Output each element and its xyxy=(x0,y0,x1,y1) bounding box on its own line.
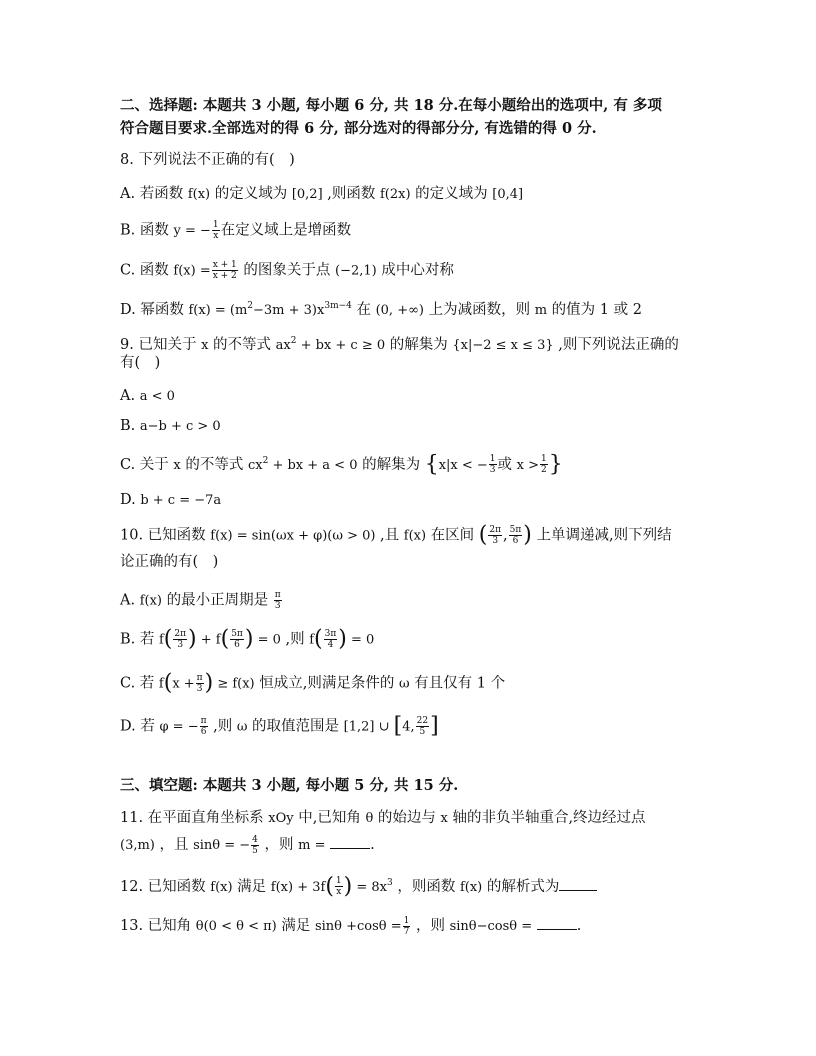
math: f(x) xyxy=(187,187,211,202)
fraction xyxy=(230,629,244,650)
fraction xyxy=(540,454,548,475)
text: D. 幂函数 xyxy=(120,301,189,318)
math: 4, xyxy=(402,719,415,735)
math: ax xyxy=(275,337,291,353)
fraction xyxy=(212,220,220,241)
left-paren: ( xyxy=(314,626,323,652)
q9-option-c xyxy=(120,451,563,476)
left-brace: { xyxy=(424,451,439,477)
math: x xyxy=(201,337,209,353)
math: ω xyxy=(236,719,248,735)
fraction xyxy=(274,590,282,611)
text: ,且 xyxy=(375,527,404,544)
math: φ = − xyxy=(159,719,199,735)
denominator: x xyxy=(336,887,342,898)
math: ≥ f(x) xyxy=(213,676,255,692)
text: 成中心对称 xyxy=(376,262,454,279)
math: [0,2] xyxy=(291,187,323,202)
text: C. 函数 xyxy=(120,262,174,279)
math: = 0 xyxy=(346,632,375,648)
numerator: 5π xyxy=(509,525,522,535)
text: 上为减函数，则 xyxy=(424,301,535,318)
answer-blank[interactable] xyxy=(537,915,577,930)
math: xOy xyxy=(268,811,294,826)
math: (0, +∞) xyxy=(375,302,424,318)
right-brace: } xyxy=(548,451,563,477)
left-paren: ( xyxy=(478,522,488,548)
text: 的解集为 xyxy=(357,456,425,473)
denominator: 3 xyxy=(274,601,281,611)
superscript: 2 xyxy=(247,301,254,311)
text: 的不等式 xyxy=(208,336,276,353)
right-paren: ) xyxy=(204,670,214,696)
numerator: 5π xyxy=(231,629,243,639)
text: ，则 xyxy=(259,837,299,853)
q9-option-d xyxy=(120,490,221,511)
text: ，且 xyxy=(154,837,194,853)
text: 满足 xyxy=(232,878,271,895)
fraction xyxy=(324,629,338,650)
math: sinθ−cosθ = xyxy=(449,919,533,934)
denominator: 3 xyxy=(177,640,184,650)
q10-option-a xyxy=(120,590,283,612)
q8-option-b xyxy=(120,220,351,242)
left-paren: ( xyxy=(163,670,173,696)
numerator: 3π xyxy=(324,629,337,639)
q8-option-c xyxy=(120,260,454,282)
right-paren: ) xyxy=(338,626,347,652)
math: x + xyxy=(172,676,195,692)
math: = 0 xyxy=(253,632,281,648)
text: ,则函数 xyxy=(322,186,380,202)
denominator: 2 xyxy=(541,465,547,476)
q9-option-a xyxy=(120,386,175,407)
numerator: π xyxy=(196,673,203,683)
denominator: 3 xyxy=(489,465,496,476)
text: C. 若 xyxy=(120,675,159,692)
fraction xyxy=(403,916,411,937)
math: sinθ = − xyxy=(193,838,251,853)
text: 的定义域为 xyxy=(210,186,292,202)
fraction xyxy=(200,716,208,737)
text: 9. 已知关于 xyxy=(120,336,202,353)
fraction xyxy=(251,835,259,856)
math: f(x) xyxy=(139,593,162,609)
superscript: 3 xyxy=(387,878,393,888)
text: 上单调递减,则下列结 xyxy=(531,527,672,544)
q8-option-d xyxy=(120,296,642,321)
q8-stem: 8. 下列说法不正确的有( ) xyxy=(120,152,295,168)
math: b + c = −7a xyxy=(140,493,222,508)
math: a−b + c > 0 xyxy=(139,419,221,434)
superscript: 2 xyxy=(262,456,269,466)
q8-option-a xyxy=(120,184,523,205)
math: x xyxy=(173,457,181,473)
text: 在 xyxy=(351,301,376,318)
text: B. 函数 xyxy=(120,222,174,239)
math: cx xyxy=(247,457,263,473)
math: f(x) + 3f xyxy=(270,879,326,895)
numerator: 1 xyxy=(489,454,496,465)
math: f(x) = xyxy=(173,263,211,279)
q9-stem-line1 xyxy=(120,331,679,356)
section3-header: 三、填空题: 本题共 3 小题, 每小题 5 分, 共 15 分. xyxy=(120,777,459,794)
text: 10. 已知函数 xyxy=(120,527,211,544)
left-paren: ( xyxy=(163,626,173,652)
q10-option-d xyxy=(120,713,439,739)
text: ,则 xyxy=(208,718,237,735)
text: B. 若 xyxy=(120,631,159,648)
right-paren: ) xyxy=(188,626,197,652)
answer-blank[interactable] xyxy=(330,834,370,849)
denominator: x xyxy=(213,231,219,241)
math: f(x) = sin(ωx + φ)(ω > 0) xyxy=(210,528,376,544)
text: B. xyxy=(120,418,140,434)
left-paren: ( xyxy=(325,873,334,899)
numerator: π xyxy=(200,716,207,726)
text: 的解集为 xyxy=(385,336,453,353)
q10-option-b xyxy=(120,626,375,652)
text: 13. 已知角 xyxy=(120,918,196,934)
math: [0,4] xyxy=(492,187,524,202)
text: D. 若 xyxy=(120,718,160,735)
fraction xyxy=(488,525,502,546)
denominator: 5 xyxy=(419,727,426,737)
math: θ xyxy=(365,811,374,826)
section2-header-line1: 二、选择题: 本题共 3 小题, 每小题 6 分, 共 18 分.在每小题给出的选项中, 有 多项 xyxy=(120,97,662,114)
math: a < 0 xyxy=(139,389,175,404)
numerator: 4 xyxy=(252,834,258,845)
text: 的不等式 xyxy=(180,456,248,473)
numerator: 2π xyxy=(174,629,187,639)
fraction xyxy=(173,629,187,650)
right-bracket: ] xyxy=(430,713,439,739)
text: 12. 已知函数 xyxy=(120,878,211,895)
fraction xyxy=(212,260,238,281)
math: (−2,1) xyxy=(335,263,377,279)
numerator: 1 xyxy=(403,915,410,926)
fraction xyxy=(416,716,429,737)
text: 满足 xyxy=(276,918,315,934)
math: + bx + a < 0 xyxy=(268,457,358,473)
denominator: 6 xyxy=(200,727,207,737)
text: 11. 在平面直角坐标系 xyxy=(120,810,269,826)
q11-line2 xyxy=(120,834,375,856)
math: f(2x) xyxy=(379,187,411,202)
text: 有且仅有 1 个 xyxy=(409,675,506,692)
q9-option-b xyxy=(120,416,221,437)
math: sinθ +cosθ = xyxy=(314,919,402,934)
denominator: 3 xyxy=(492,536,499,546)
fraction xyxy=(509,525,523,546)
math: x xyxy=(440,811,448,826)
answer-blank[interactable] xyxy=(559,876,597,891)
denominator: 3 xyxy=(196,684,203,694)
text: 的取值范围是 xyxy=(247,718,344,735)
text: . xyxy=(370,837,375,853)
denominator: 4 xyxy=(327,640,334,650)
denominator: 6 xyxy=(512,536,519,546)
numerator: 1 xyxy=(541,454,547,465)
superscript: 3m−4 xyxy=(324,301,352,311)
q13-line xyxy=(120,915,581,937)
fraction xyxy=(489,454,497,475)
text: D. xyxy=(120,492,141,508)
right-paren: ) xyxy=(343,873,353,899)
text: 或 xyxy=(497,456,517,473)
math: θ(0 < θ < π) xyxy=(195,919,277,934)
numerator: 1 xyxy=(212,220,219,230)
fraction xyxy=(196,673,204,694)
q12-line xyxy=(120,873,597,898)
text: 的定义域为 xyxy=(410,186,493,202)
numerator: 2π xyxy=(489,525,502,535)
math: x|x < − xyxy=(438,457,488,473)
numerator: 22 xyxy=(416,716,429,726)
text: A. xyxy=(120,592,140,609)
denominator: 6 xyxy=(234,640,240,650)
text: 的始边与 xyxy=(373,810,441,826)
math: f(x) xyxy=(403,528,427,544)
math: f xyxy=(158,632,164,648)
fraction xyxy=(335,876,343,897)
math: f xyxy=(158,676,164,692)
math: [1,2] ∪ xyxy=(343,719,394,735)
q10-option-c xyxy=(120,670,506,696)
math: m = xyxy=(298,838,326,853)
math: x > xyxy=(516,457,539,473)
text: ,则 xyxy=(280,631,310,648)
math: {x|−2 ≤ x ≤ 3} xyxy=(452,337,554,353)
text: 中,已知角 xyxy=(293,810,366,826)
section2-header-line2: 符合题目要求.全部选对的得 6 分, 部分选对的得部分分, 有选错的得 0 分. xyxy=(120,120,597,137)
text: 轴的非负半轴重合,终边经过点 xyxy=(447,810,646,826)
q9-stem-line2: 有( ) xyxy=(120,355,161,371)
denominator: 5 xyxy=(252,845,258,856)
text: A. xyxy=(120,388,140,404)
math: m xyxy=(534,302,548,318)
text: ，则函数 xyxy=(392,878,460,895)
math: f xyxy=(309,632,315,648)
left-bracket: [ xyxy=(393,713,403,739)
denominator: 7 xyxy=(403,926,410,937)
superscript: 2 xyxy=(290,336,297,346)
math: −3m + 3)x xyxy=(253,302,325,318)
text: 的解析式为 xyxy=(482,878,560,895)
right-paren: ) xyxy=(244,626,254,652)
math: f(x) = (m xyxy=(188,302,248,318)
numerator: 1 xyxy=(335,876,342,887)
numerator: π xyxy=(274,590,281,600)
text: . xyxy=(576,918,582,934)
q10-stem-line1: 10. 已知函数 f(x) = sin(ωx + φ)(ω > 0) ,且 f(x) 在区间 ( $\frac{2\pi}{3}$ , $\frac{5\pi}{6}$ ) 上单调递减,则下列结 xyxy=(120,522,672,548)
numerator: x + 1 xyxy=(212,260,237,270)
q10-stem-line2: 论正确的有( ) xyxy=(120,554,219,570)
text: A. 若函数 xyxy=(120,186,188,202)
left-paren: ( xyxy=(220,626,230,652)
text: 的最小正周期是 xyxy=(162,592,273,609)
math: f(x) xyxy=(459,879,483,895)
right-paren: ) xyxy=(523,522,532,548)
text: ,则下列说法正确的 xyxy=(553,336,679,353)
math: f(x) xyxy=(210,879,233,895)
math: + f xyxy=(196,632,221,648)
math: (3,m) xyxy=(120,838,155,853)
text: 的值为 1 或 2 xyxy=(547,301,642,318)
math: y = − xyxy=(173,223,211,239)
math: + bx + c ≥ 0 xyxy=(296,337,386,353)
denominator: x + 2 xyxy=(212,271,237,281)
text: ，则 xyxy=(411,918,450,934)
math: = 8x xyxy=(352,879,388,895)
q11-line1 xyxy=(120,808,646,829)
text: 在定义域上是增函数 xyxy=(220,222,352,239)
math: ω xyxy=(398,676,410,692)
text: 在区间 xyxy=(426,527,479,544)
text: 恒成立,则满足条件的 xyxy=(254,675,399,692)
text: 的图象关于点 xyxy=(238,262,336,279)
text: C. 关于 xyxy=(120,456,174,473)
